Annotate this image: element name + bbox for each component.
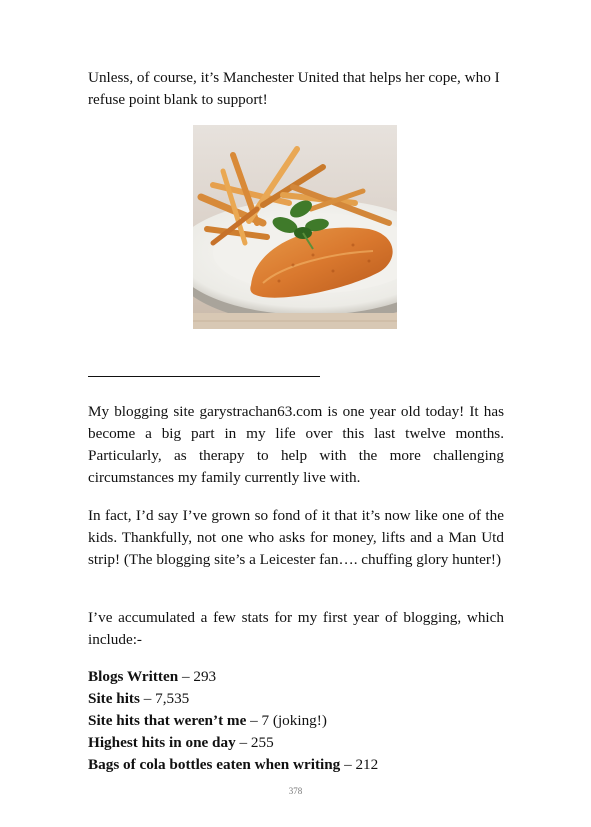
stat-value: – 7 (joking!) — [250, 712, 327, 729]
stat-label: Site hits that weren’t me — [88, 712, 247, 729]
intro-paragraph: Unless, of course, it’s Manchester United that helps her cope, who I refuse point blank to support! — [88, 69, 500, 108]
stat-value: – 255 — [239, 734, 274, 751]
stat-site-hits-not-me — [88, 710, 504, 732]
stats-list — [88, 666, 504, 776]
stat-cola-bottles — [88, 754, 504, 776]
stat-value: – 7,535 — [143, 690, 190, 707]
stat-blogs-written — [88, 666, 504, 688]
stat-label: Site hits — [88, 690, 140, 707]
section-divider — [88, 376, 320, 377]
stat-value: – 212 — [344, 756, 379, 773]
fish-and-chips-photo — [193, 125, 397, 329]
stat-label: Bags of cola bottles eaten when writing — [88, 756, 341, 773]
stat-highest-hits-one-day — [88, 732, 504, 754]
page-number: 378 — [288, 786, 303, 796]
stat-label: Blogs Written — [88, 668, 179, 685]
paragraph-stats-intro: I’ve accumulated a few stats for my first year of blogging, which include:- — [88, 609, 504, 648]
paragraph-anniversary: My blogging site garystrachan63.com is one year old today! It has become a big part in my life over this last twelve months. Particularly, as therapy to help with the more challenging circumstances my family currently live with. — [88, 403, 504, 486]
stat-value: – 293 — [181, 668, 217, 685]
stat-label: Highest hits in one day — [88, 734, 236, 751]
stat-site-hits — [88, 688, 504, 710]
paragraph-like-one-of-the-kids: In fact, I’d say I’ve grown so fond of it that it’s now like one of the kids. Thankfully, not one who asks for money, lifts and a Man Utd strip! (The blogging site’s a Leicester fan…. chuffing glory hunter!) — [88, 507, 504, 568]
